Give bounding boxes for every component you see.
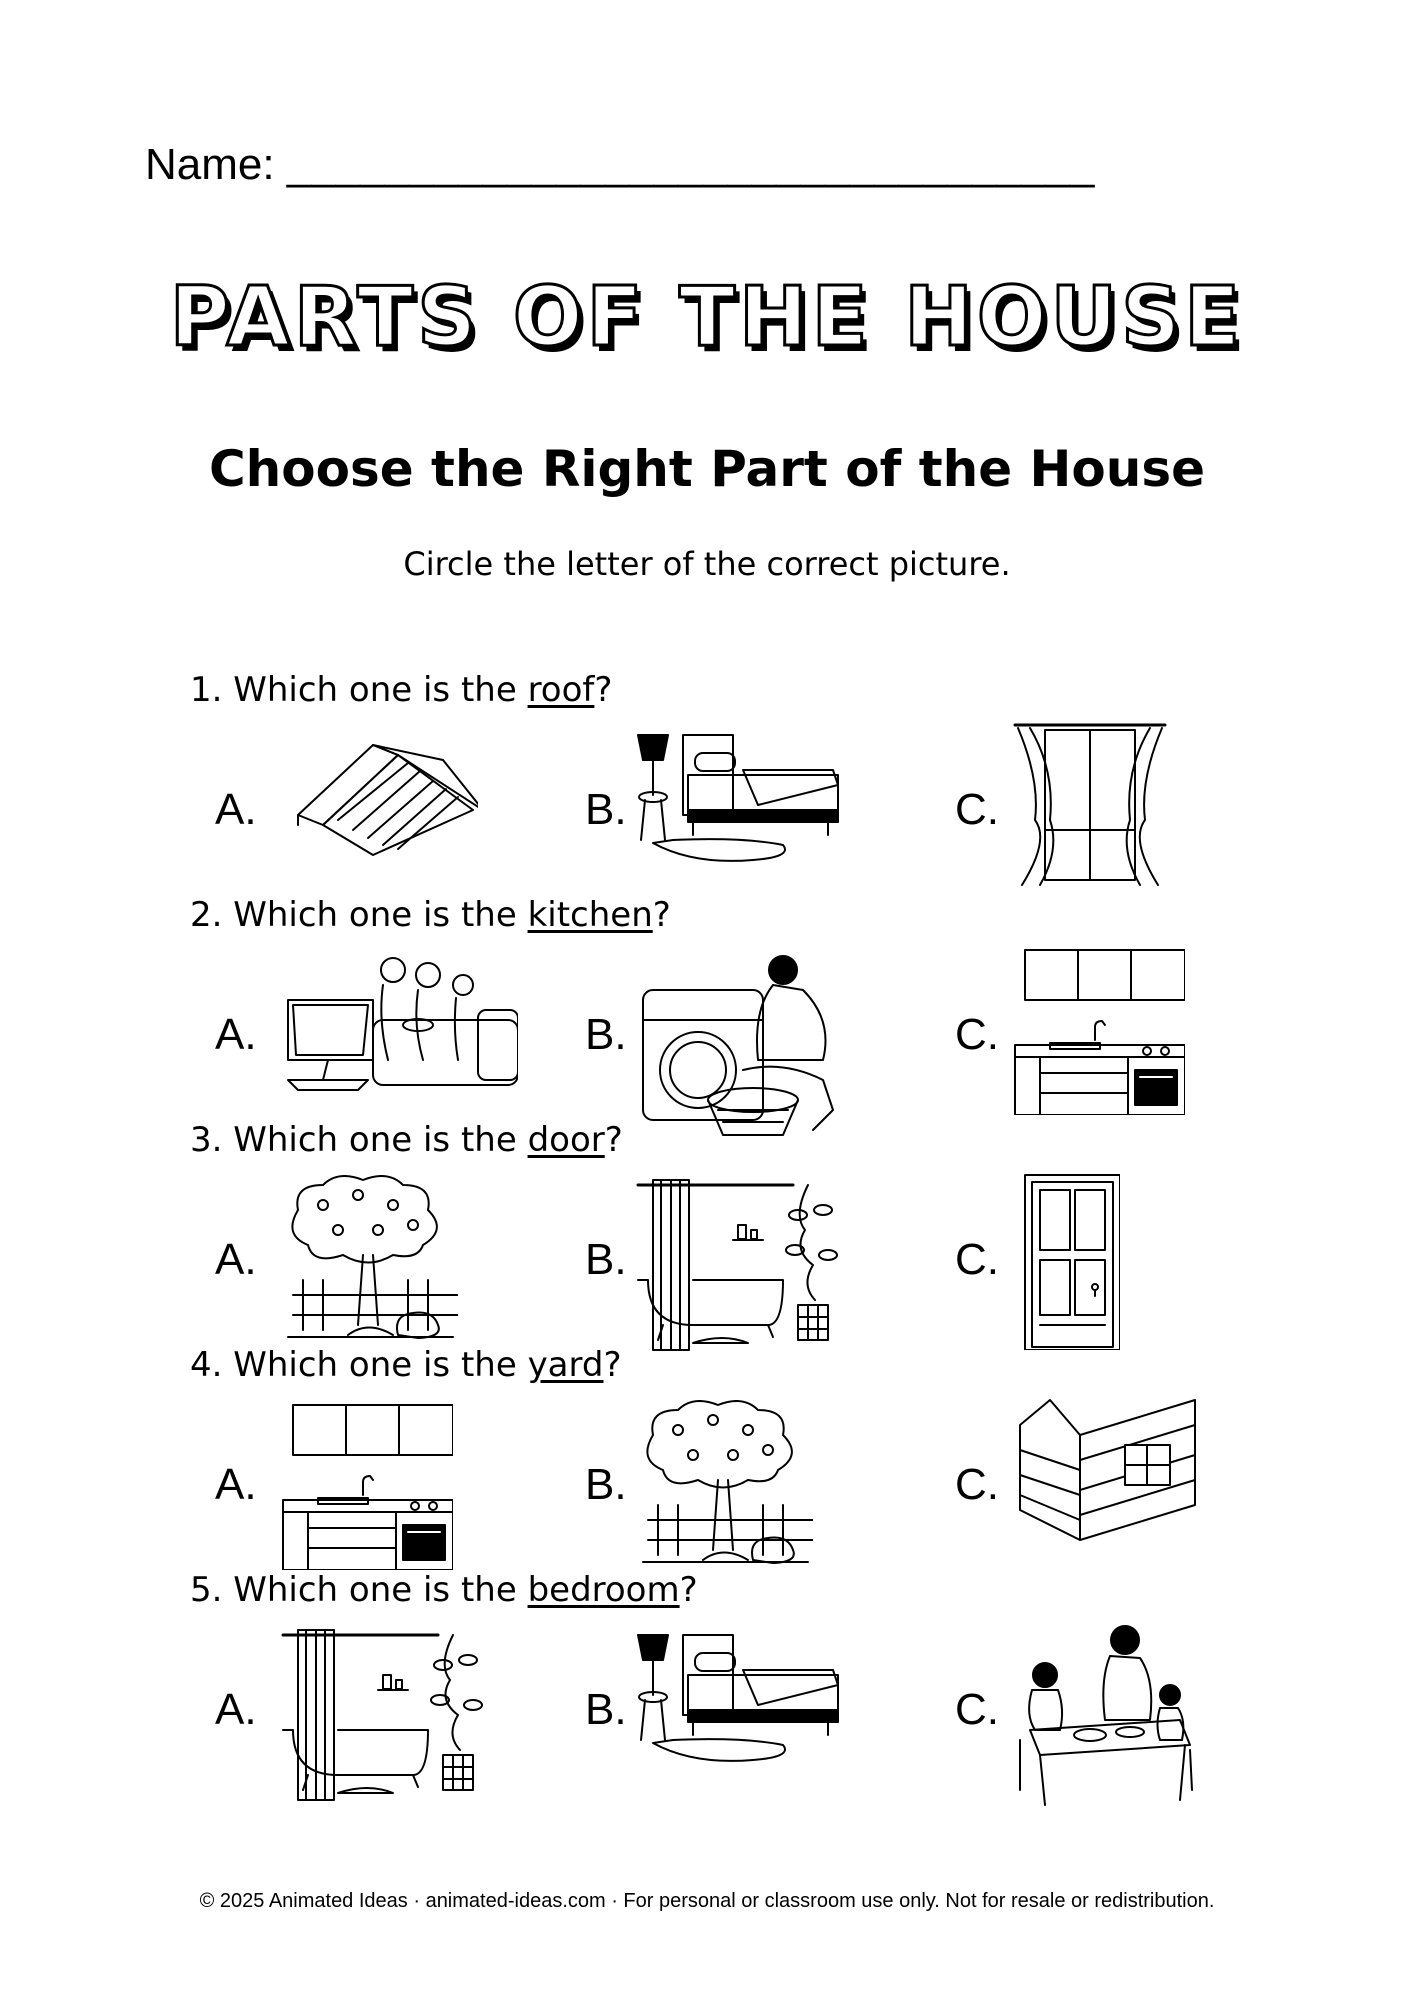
question-4 bbox=[190, 1345, 622, 1385]
question-keyword: kitchen bbox=[527, 895, 653, 935]
question-text: 1. Which one is the bbox=[190, 670, 528, 710]
name-field[interactable]: Name: _________________________________ bbox=[145, 140, 1095, 189]
question-text: 4. Which one is the bbox=[190, 1345, 528, 1385]
yard-picture-icon[interactable] bbox=[633, 1400, 813, 1570]
question-1-option-letter[interactable]: B. bbox=[585, 785, 627, 834]
window-picture-icon[interactable] bbox=[1010, 720, 1170, 890]
bathroom-picture-icon[interactable] bbox=[278, 1625, 493, 1805]
laundry-picture-icon[interactable] bbox=[633, 950, 843, 1140]
question-2-option-letter[interactable]: B. bbox=[585, 1010, 627, 1059]
question-4-option-letter[interactable]: A. bbox=[215, 1460, 257, 1509]
question-1-option-letter[interactable]: A. bbox=[215, 785, 257, 834]
question-keyword: yard bbox=[527, 1345, 604, 1385]
question-5-option-letter[interactable]: C. bbox=[955, 1685, 999, 1734]
question-1-option-letter[interactable]: C. bbox=[955, 785, 999, 834]
question-1 bbox=[190, 670, 612, 710]
question-4-option-letter[interactable]: B. bbox=[585, 1460, 627, 1509]
question-mark: ? bbox=[652, 895, 671, 935]
roof-picture-icon[interactable] bbox=[278, 725, 478, 865]
bedroom-picture-icon[interactable] bbox=[633, 1625, 843, 1775]
worksheet-subtitle: Choose the Right Part of the House bbox=[208, 440, 1206, 498]
kitchen-picture-icon[interactable] bbox=[1010, 945, 1185, 1115]
question-mark: ? bbox=[604, 1120, 623, 1160]
copyright-footer: © 2025 Animated Ideas · animated-ideas.com · For personal or classroom use only. Not for resale or redistribution. bbox=[199, 1890, 1215, 1912]
question-mark: ? bbox=[603, 1345, 622, 1385]
dining-room-picture-icon[interactable] bbox=[1010, 1620, 1200, 1810]
question-5-option-letter[interactable]: A. bbox=[215, 1685, 257, 1734]
question-2 bbox=[190, 895, 671, 935]
question-4-option-letter[interactable]: C. bbox=[955, 1460, 999, 1509]
yard-picture-icon[interactable] bbox=[278, 1175, 458, 1345]
question-2-option-letter[interactable]: C. bbox=[955, 1010, 999, 1059]
question-3-option-letter[interactable]: A. bbox=[215, 1235, 257, 1284]
worksheet-title: PARTS OF THE HOUSE bbox=[169, 270, 1245, 365]
instructions: Circle the letter of the correct picture. bbox=[403, 545, 1011, 583]
question-text: 5. Which one is the bbox=[190, 1570, 528, 1610]
question-keyword: bedroom bbox=[527, 1570, 680, 1610]
bathroom-picture-icon[interactable] bbox=[633, 1175, 848, 1355]
question-3 bbox=[190, 1120, 623, 1160]
kitchen-picture-icon[interactable] bbox=[278, 1400, 453, 1570]
question-3-option-letter[interactable]: B. bbox=[585, 1235, 627, 1284]
wall-picture-icon[interactable] bbox=[1010, 1395, 1200, 1545]
question-mark: ? bbox=[594, 670, 613, 710]
question-5 bbox=[190, 1570, 698, 1610]
question-3-option-letter[interactable]: C. bbox=[955, 1235, 999, 1284]
question-keyword: roof bbox=[527, 670, 595, 710]
question-2-option-letter[interactable]: A. bbox=[215, 1010, 257, 1059]
question-mark: ? bbox=[679, 1570, 698, 1610]
question-text: 2. Which one is the bbox=[190, 895, 528, 935]
bedroom-picture-icon[interactable] bbox=[633, 725, 843, 875]
question-text: 3. Which one is the bbox=[190, 1120, 528, 1160]
door-picture-icon[interactable] bbox=[1010, 1170, 1120, 1350]
living-room-picture-icon[interactable] bbox=[278, 950, 518, 1100]
question-keyword: door bbox=[527, 1120, 605, 1160]
question-5-option-letter[interactable]: B. bbox=[585, 1685, 627, 1734]
